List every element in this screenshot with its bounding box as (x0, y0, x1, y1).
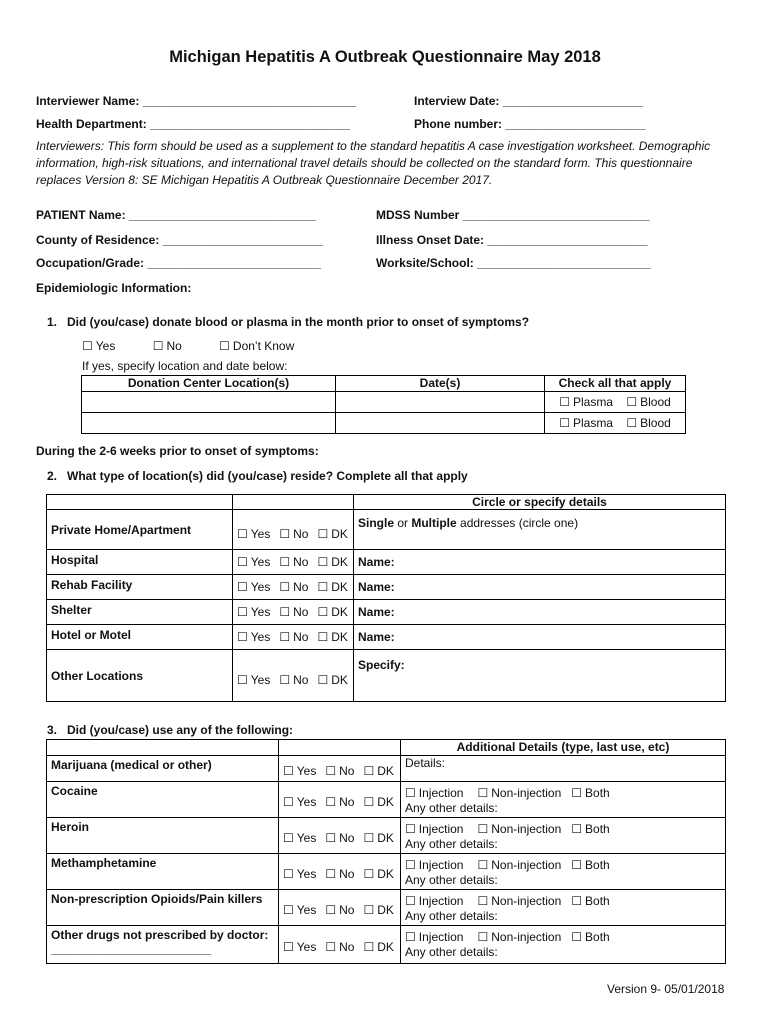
dk-checkbox[interactable]: ☐ DK (363, 831, 393, 845)
no-checkbox[interactable]: ☐ No (325, 940, 354, 954)
donation-table (81, 375, 686, 434)
yes-checkbox[interactable]: ☐ Yes (237, 630, 270, 644)
no-checkbox[interactable]: ☐ No (325, 867, 354, 881)
dk-checkbox[interactable]: ☐ DK (317, 630, 347, 644)
q3-question: 3. Did (you/case) use any of the following: (47, 723, 294, 737)
worksite-field[interactable]: Worksite/School: __________________________ (376, 256, 651, 270)
both-checkbox[interactable]: ☐ Both (571, 822, 609, 836)
drug-label: Cocaine (47, 782, 279, 818)
drug-label[interactable]: Other drugs not prescribed by doctor:________________________ (47, 926, 279, 964)
table-row (47, 818, 726, 854)
health-department-field[interactable]: Health Department: ______________________________ (36, 117, 351, 131)
dk-checkbox[interactable]: ☐ DK (317, 555, 347, 569)
plasma-checkbox[interactable]: ☐ Plasma (559, 395, 613, 409)
yes-checkbox[interactable]: ☐ Yes (283, 903, 316, 917)
other-details-field[interactable]: Any other details: (405, 837, 498, 851)
dk-checkbox[interactable]: ☐ DK (317, 580, 347, 594)
interviewer-instructions: Interviewers: This form should be used as a supplement to the standard hepatitis A case investigation worksheet. Demographic information, high-risk situations, and international travel details should be collected on the standard form. This questionnaire replaces Version 8: SE Michigan Hepatitis A Outbreak Questionnaire December 2017. (36, 139, 711, 187)
dk-checkbox[interactable]: ☐ DK (363, 795, 393, 809)
drug-table (46, 739, 726, 964)
non-injection-checkbox[interactable]: ☐ Non-injection (477, 858, 561, 872)
no-checkbox[interactable]: ☐ No (279, 580, 308, 594)
both-checkbox[interactable]: ☐ Both (571, 858, 609, 872)
injection-checkbox[interactable]: ☐ Injection (405, 858, 463, 872)
other-details-field[interactable]: Any other details: (405, 873, 498, 887)
yes-checkbox[interactable]: ☐ Yes (283, 867, 316, 881)
no-checkbox[interactable]: ☐ No (279, 673, 308, 687)
both-checkbox[interactable]: ☐ Both (571, 894, 609, 908)
location-label: Shelter (47, 600, 233, 625)
both-checkbox[interactable]: ☐ Both (571, 786, 609, 800)
non-injection-checkbox[interactable]: ☐ Non-injection (477, 930, 561, 944)
dk-checkbox[interactable]: ☐ DK (363, 764, 393, 778)
yes-checkbox[interactable]: ☐ Yes (237, 527, 270, 541)
donation-row (82, 392, 686, 413)
non-injection-checkbox[interactable]: ☐ Non-injection (477, 786, 561, 800)
table-row (47, 756, 726, 782)
details-field[interactable]: Details: (401, 756, 726, 782)
dk-checkbox[interactable]: ☐ DK (363, 940, 393, 954)
no-checkbox[interactable]: ☐ No (325, 831, 354, 845)
yes-checkbox[interactable]: ☐ Yes (237, 555, 270, 569)
other-details-field[interactable]: Any other details: (405, 909, 498, 923)
no-checkbox[interactable]: ☐ No (279, 527, 308, 541)
name-field[interactable]: Name: (354, 600, 726, 625)
name-field[interactable]: Name: (354, 625, 726, 650)
yes-checkbox[interactable]: ☐ Yes (237, 673, 270, 687)
name-field[interactable]: Name: (354, 550, 726, 575)
dk-checkbox[interactable]: ☐ DK (317, 527, 347, 541)
patient-name-field[interactable]: PATIENT Name: ____________________________ (36, 208, 316, 222)
location-cell[interactable] (82, 392, 336, 413)
q1-dk-checkbox[interactable]: ☐ Don’t Know (219, 339, 294, 353)
col-location: Donation Center Location(s) (82, 376, 336, 392)
location-label: Other Locations (47, 650, 233, 702)
table-row (47, 854, 726, 890)
no-checkbox[interactable]: ☐ No (325, 764, 354, 778)
location-table (46, 494, 726, 702)
yes-checkbox[interactable]: ☐ Yes (237, 580, 270, 594)
location-label: Rehab Facility (47, 575, 233, 600)
location-label: Hospital (47, 550, 233, 575)
other-details-field[interactable]: Any other details: (405, 801, 498, 815)
q1-question: 1. Did (you/case) donate blood or plasma in the month prior to onset of symptoms? (47, 315, 530, 329)
version-footer: Version 9- 05/01/2018 (607, 982, 725, 996)
page-title: Michigan Hepatitis A Outbreak Questionnaire May 2018 (169, 48, 601, 66)
yes-checkbox[interactable]: ☐ Yes (283, 764, 316, 778)
location-label: Private Home/Apartment (47, 510, 233, 550)
injection-checkbox[interactable]: ☐ Injection (405, 930, 463, 944)
dk-checkbox[interactable]: ☐ DK (317, 605, 347, 619)
table-row (47, 600, 726, 625)
blood-checkbox[interactable]: ☐ Blood (626, 416, 670, 430)
plasma-checkbox[interactable]: ☐ Plasma (559, 416, 613, 430)
yes-checkbox[interactable]: ☐ Yes (283, 831, 316, 845)
no-checkbox[interactable]: ☐ No (279, 555, 308, 569)
dk-checkbox[interactable]: ☐ DK (363, 903, 393, 917)
no-checkbox[interactable]: ☐ No (279, 605, 308, 619)
mdss-number-field[interactable]: MDSS Number ____________________________ (376, 208, 650, 222)
dates-cell[interactable] (336, 392, 545, 413)
drug-label: Non-prescription Opioids/Pain killers (47, 890, 279, 926)
table-row (47, 650, 726, 702)
epi-heading: Epidemiologic Information: (36, 281, 192, 295)
drug-label: Marijuana (medical or other) (47, 756, 279, 782)
other-details-field[interactable]: Any other details: (405, 945, 498, 959)
non-injection-checkbox[interactable]: ☐ Non-injection (477, 894, 561, 908)
address-detail[interactable]: Single or Multiple addresses (circle one) (354, 510, 726, 550)
dk-checkbox[interactable]: ☐ DK (317, 673, 347, 687)
col-circle-details: Circle or specify details (354, 495, 726, 510)
q2-question: 2. What type of location(s) did (you/case) reside? Complete all that apply (47, 469, 468, 483)
location-cell[interactable] (82, 413, 336, 434)
location-label: Hotel or Motel (47, 625, 233, 650)
col-dates: Date(s) (336, 376, 545, 392)
no-checkbox[interactable]: ☐ No (279, 630, 308, 644)
specify-field[interactable]: Specify: (354, 650, 726, 702)
dk-checkbox[interactable]: ☐ DK (363, 867, 393, 881)
interview-date-field[interactable]: Interview Date: _____________________ (414, 94, 643, 108)
name-field[interactable]: Name: (354, 575, 726, 600)
table-row (47, 782, 726, 818)
q1-options (82, 339, 294, 353)
drug-label: Methamphetamine (47, 854, 279, 890)
injection-checkbox[interactable]: ☐ Injection (405, 786, 463, 800)
no-checkbox[interactable]: ☐ No (325, 903, 354, 917)
table-row (47, 926, 726, 964)
drug-label: Heroin (47, 818, 279, 854)
no-checkbox[interactable]: ☐ No (325, 795, 354, 809)
q1-yes-checkbox[interactable]: ☐ Yes (82, 339, 115, 353)
table-row (47, 890, 726, 926)
both-checkbox[interactable]: ☐ Both (571, 930, 609, 944)
interviewer-name-field[interactable]: Interviewer Name: ________________________________ (36, 94, 357, 108)
occupation-field[interactable]: Occupation/Grade: __________________________ (36, 256, 321, 270)
blood-checkbox[interactable]: ☐ Blood (626, 395, 670, 409)
table-row (47, 510, 726, 550)
dates-cell[interactable] (336, 413, 545, 434)
table-row (47, 550, 726, 575)
q1-note: If yes, specify location and date below: (82, 359, 288, 373)
table-row (47, 575, 726, 600)
injection-checkbox[interactable]: ☐ Injection (405, 822, 463, 836)
phone-number-field[interactable]: Phone number: _____________________ (414, 117, 646, 131)
injection-checkbox[interactable]: ☐ Injection (405, 894, 463, 908)
col-additional-details: Additional Details (type, last use, etc) (401, 740, 726, 756)
col-check: Check all that apply (545, 376, 686, 392)
yes-checkbox[interactable]: ☐ Yes (283, 795, 316, 809)
yes-checkbox[interactable]: ☐ Yes (283, 940, 316, 954)
county-field[interactable]: County of Residence: ________________________ (36, 233, 323, 247)
onset-date-field[interactable]: Illness Onset Date: ________________________ (376, 233, 648, 247)
weeks-heading: During the 2-6 weeks prior to onset of symptoms: (36, 444, 319, 458)
donation-row (82, 413, 686, 434)
yes-checkbox[interactable]: ☐ Yes (237, 605, 270, 619)
table-row (47, 625, 726, 650)
q1-no-checkbox[interactable]: ☐ No (153, 339, 182, 353)
non-injection-checkbox[interactable]: ☐ Non-injection (477, 822, 561, 836)
